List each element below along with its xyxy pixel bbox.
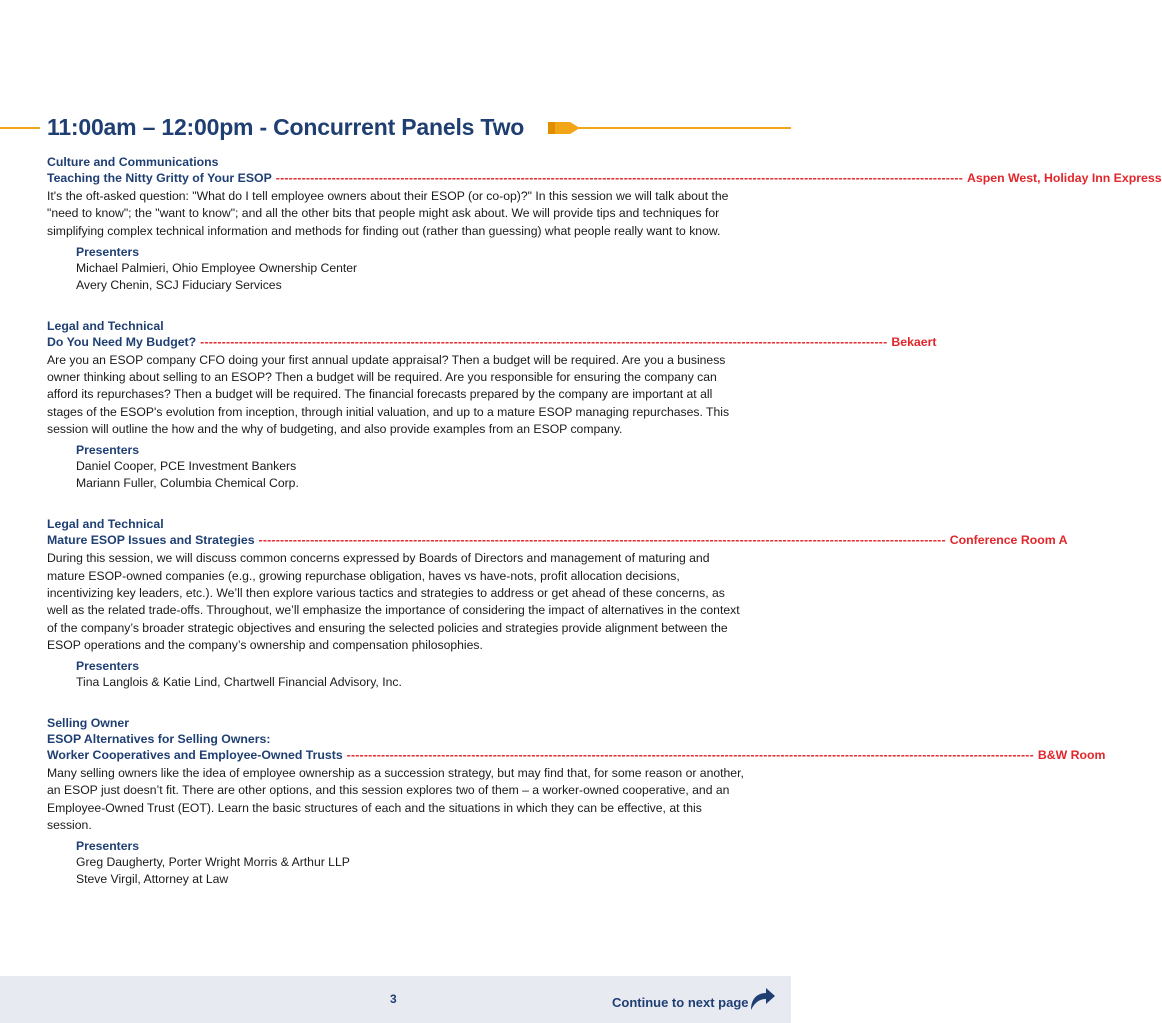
session-title-row (47, 334, 937, 350)
continue-link[interactable]: Continue to next page (612, 995, 749, 1010)
session-title: Do You Need My Budget? (47, 334, 197, 349)
section-header (0, 113, 791, 141)
session-room: Aspen West, Holiday Inn Express (967, 171, 1162, 185)
session-title: Teaching the Nitty Gritty of Your ESOP (47, 171, 272, 185)
session-description: Are you an ESOP company CFO doing your first annual update appraisal? Then a budget will be required. Are you a business owner thinking about selling to an ESOP? Then a budget will be required. Are you responsible for ensuring the company can afford its repurchases? Then a budget will be required. The financial forecasts prepared by the company are important at all stages of the ESOP's evolution from inception, through initial valuation, and up to a mature ESOP managing repurchases. This session will outline the how and the why of budgeting, and also provide examples from an ESOP company. (47, 352, 730, 437)
session-2 (47, 318, 937, 492)
presenter-name: Avery Chenin, SCJ Fiduciary Services (76, 277, 282, 292)
header-rule-right (578, 127, 791, 129)
session-description: During this session, we will discuss common concerns expressed by Boards of Directors and management of maturing and mature ESOP-owned companies (e.g., growing repurchase obligation, haves vs have-nots, profit allocation decisions, incentivizing key leaders, etc.). We’ll then explore various tactics and strategies to address or get ahead of these concerns, as well as the related trade-offs. Throughout, we’ll emphasize the importance of considering the impact of alternatives in the context of the company’s broader strategic objectives and ensuring the selected policies and strategies provide alignment between the ESOP operations and the company’s ownership and compensation philosophies. (47, 551, 740, 652)
session-title-row (47, 170, 1162, 186)
session-room: Conference Room A (949, 533, 1068, 548)
page-number: 3 (390, 992, 397, 1006)
presenter-name: Mariann Fuller, Columbia Chemical Corp. (76, 476, 299, 491)
presenters-label: Presenters (76, 659, 140, 674)
presenters-block (76, 244, 747, 294)
session-title: Worker Cooperatives and Employee-Owned Trusts (47, 748, 343, 763)
presenters-label: Presenters (76, 244, 140, 259)
session-description: It's the oft-asked question: "What do I tell employee owners about their ESOP (or co-op)?" In this session we will talk about the "need to know"; the "want to know"; and all the other bits that people might ask about. We will provide tips and techniques for simplifying complex technical information and methods for finding out (rather than guessing) what people really want to know. (47, 189, 729, 238)
session-title: Mature ESOP Issues and Strategies (47, 533, 255, 548)
presenter-name: Daniel Cooper, PCE Investment Bankers (76, 459, 297, 474)
presenter-name: Michael Palmieri, Ohio Employee Ownership Center (76, 260, 358, 275)
presenters-block (76, 838, 747, 888)
session-category: Legal and Technical (47, 318, 164, 333)
session-room: Bekaert (891, 334, 937, 349)
curved-arrow-icon[interactable] (748, 986, 776, 1012)
session-title-row (47, 532, 1068, 548)
leader-dashes: ---------------------------------------------------------------------------------------------------------------------------------------------------------------- (346, 748, 1034, 763)
page-title: 11:00am – 12:00pm - Concurrent Panels Two (47, 114, 525, 140)
session-category: Legal and Technical (47, 517, 164, 532)
session-title-line: ESOP Alternatives for Selling Owners: (47, 732, 271, 747)
presenters-block (76, 442, 747, 492)
sessions-list (47, 154, 1162, 912)
page-footer (0, 976, 791, 1023)
session-category: Selling Owner (47, 716, 129, 731)
leader-dashes: ---------------------------------------------------------------------------------------------------------------------------------------------------------------- (275, 171, 963, 185)
presenters-label: Presenters (76, 839, 140, 854)
presenter-name: Steve Virgil, Attorney at Law (76, 872, 229, 887)
presenters-block (76, 658, 747, 691)
presenters-label: Presenters (76, 443, 140, 458)
pencil-icon (548, 119, 580, 137)
leader-dashes: ---------------------------------------------------------------------------------------------------------------------------------------------------------------- (200, 334, 888, 349)
presenter-name: Greg Daugherty, Porter Wright Morris & Arthur LLP (76, 855, 350, 870)
session-4 (47, 715, 1106, 888)
header-rule-left (0, 127, 40, 129)
session-3 (47, 516, 1068, 691)
session-description: Many selling owners like the idea of employee ownership as a succession strategy, but may find that, for some reason or another, an ESOP just doesn’t fit. There are other options, and this session explores two of them – a worker-owned cooperative, and an Employee-Owned Trust (EOT). Learn the basic structures of each and the situations in which they can be effective, at this session. (47, 766, 744, 833)
session-category: Culture and Communications (47, 155, 219, 169)
session-room: B&W Room (1037, 748, 1106, 763)
leader-dashes: ---------------------------------------------------------------------------------------------------------------------------------------------------------------- (258, 533, 946, 548)
presenter-name: Tina Langlois & Katie Lind, Chartwell Financial Advisory, Inc. (76, 675, 402, 690)
session-1 (47, 154, 1162, 294)
session-title-row (47, 747, 1106, 763)
